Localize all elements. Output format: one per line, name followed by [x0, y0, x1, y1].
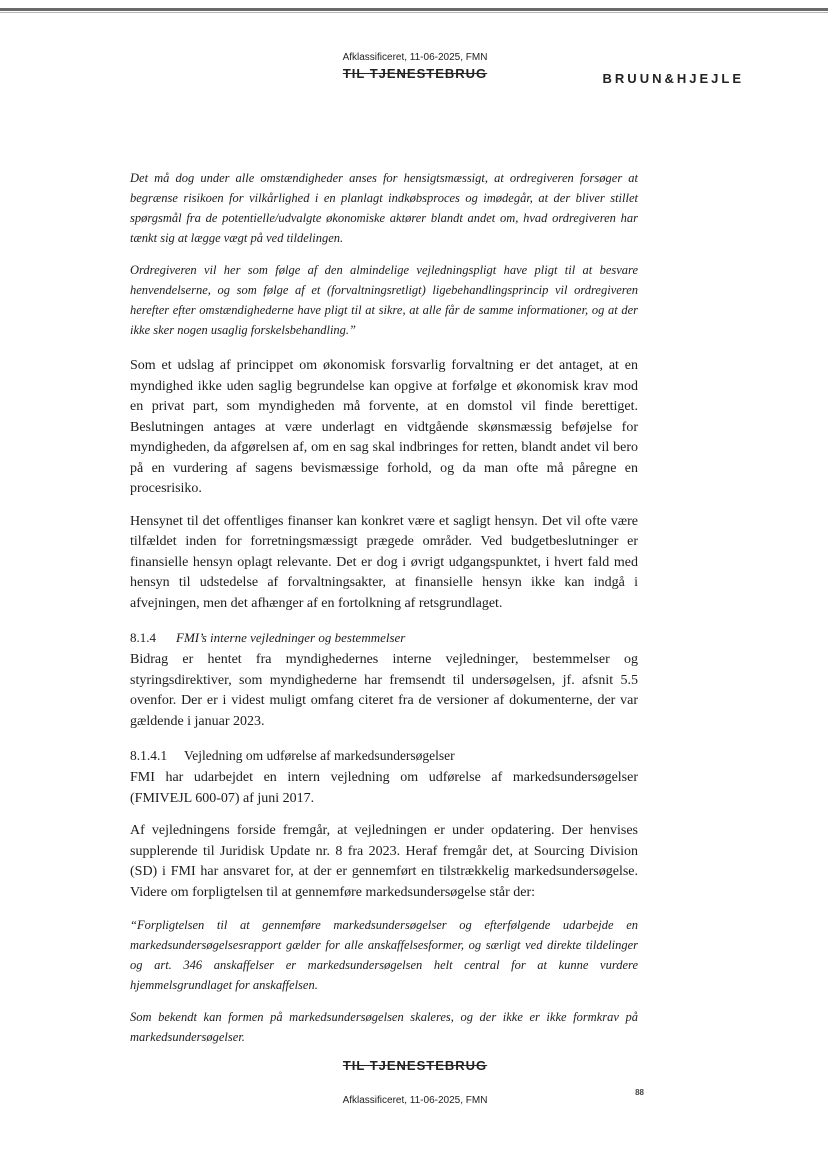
classification-marking-top: TIL TJENESTEBRUG	[342, 66, 488, 81]
scan-top-edge	[0, 8, 828, 11]
quote-paragraph: Det må dog under alle omstændigheder anses for hensigtsmæssigt, at ordregiveren forsøger at begrænse risikoen for vilkårlighed i en planlagt indkøbsproces og imødegår, at der bliver stillet spørgsmål fra de potentielle/udvalgte økonomiske aktører blandt andet om, hvad ordregiveren har tænkt sig at lægge vægt på ved tildelingen.	[130, 171, 638, 245]
body-paragraph: Hensynet til det offentliges finanser kan konkret være et sagligt hensyn. Det vil ofte være tilfældet inden for forretningsmæssigt prægede områder. Ved budgetbeslutninger er finansielle hensyn oplagt relevante. Det er dog i øvrigt udgangspunktet, i hvert fald med hensyn til udstedelse af forvaltningsakter, at finansielle hensyn ikke kan indgå i afvejningen, men det afhænger af en fortolkning af retsgrundlaget.	[130, 513, 638, 611]
section-number: 8.1.4	[130, 630, 156, 645]
declassification-stamp-top: Afklassificeret, 11-06-2025, FMN	[342, 52, 488, 63]
quote-paragraph: “Forpligtelsen til at gennemføre markedsundersøgelser og efterfølgende udarbejde en markedsundersøgelsesrapport gælder for alle anskaffelsesformer, og særligt ved direkte tildelinger og art. 346 anskaffelser er markedsundersøgelsen helt central for at kunne vurdere hjemmelsgrundlaget for anskaffelsen.	[130, 918, 638, 992]
quote-paragraph: Ordregiveren vil her som følge af den almindelige vejledningspligt have pligt til at besvare henvendelserne, og som følge af et (forvaltningsretligt) ligebehandlingsprincip vil ordregiveren herefter efter omstændighederne have pligt til at sikre, at alle får de samme informationer, og at der ikke sker nogen usaglig forskelsbehandling.”	[130, 263, 638, 337]
law-firm-logo: BRUUN&HJEJLE	[602, 71, 744, 86]
subsection-title: Vejledning om udførelse af markedsundersøgelser	[184, 748, 455, 763]
body-paragraph: FMI har udarbejdet en intern vejledning om udførelse af markedsundersøgelser (FMIVEJL 600-07) af juni 2017.	[130, 770, 638, 806]
section-title: FMI’s interne vejledninger og bestemmelser	[176, 630, 406, 645]
page-body	[130, 168, 638, 1059]
page-number: 88	[635, 1088, 644, 1097]
quote-paragraph: Som bekendt kan formen på markedsundersøgelsen skaleres, og der ikke er ikke formkrav på markedsundersøgelser.	[130, 1010, 638, 1044]
scan-top-edge-shadow	[0, 12, 828, 13]
declassification-stamp-bottom: Afklassificeret, 11-06-2025, FMN	[342, 1095, 488, 1106]
classification-marking-bottom: TIL TJENESTEBRUG	[342, 1058, 488, 1073]
body-paragraph: Bidrag er hentet fra myndighedernes interne vejledninger, bestemmelser og styringsdirektiver, som myndighederne har fremsendt til undersøgelsen, jf. afsnit 5.5 ovenfor. Der er i videst muligt omfang citeret fra de versioner af dokumenterne, der var gældende i januar 2023.	[130, 652, 638, 729]
section-heading	[130, 628, 638, 648]
subsection-number: 8.1.4.1	[130, 748, 168, 763]
body-paragraph: Som et udslag af princippet om økonomisk forsvarlig forvaltning er det antaget, at en myndighed ikke uden saglig begrundelse kan opgive at forfølge et økonomisk krav mod en privat part, som myndigheden må forvente, at en domstol vil finde berettiget. Beslutningen antages at være underlagt en vidtgående skønsmæssig beføjelse for myndigheden, da afgørelsen af, om en sag skal indbringes for retten, blandt andet vil bero på en vurdering af sagens bevismæssige forhold, og da man ofte må påregne en procesrisiko.	[130, 358, 638, 496]
body-paragraph: Af vejledningens forside fremgår, at vejledningen er under opdatering. Der henvises supplerende til Juridisk Update nr. 8 fra 2023. Heraf fremgår det, at Sourcing Division (SD) i FMI har ansvaret for, at der er gennemført en tilstrækkelig markedsundersøgelse. Videre om forpligtelsen til at gennemføre markedsundersøgelse står der:	[130, 823, 638, 900]
subsection-heading	[130, 746, 638, 766]
